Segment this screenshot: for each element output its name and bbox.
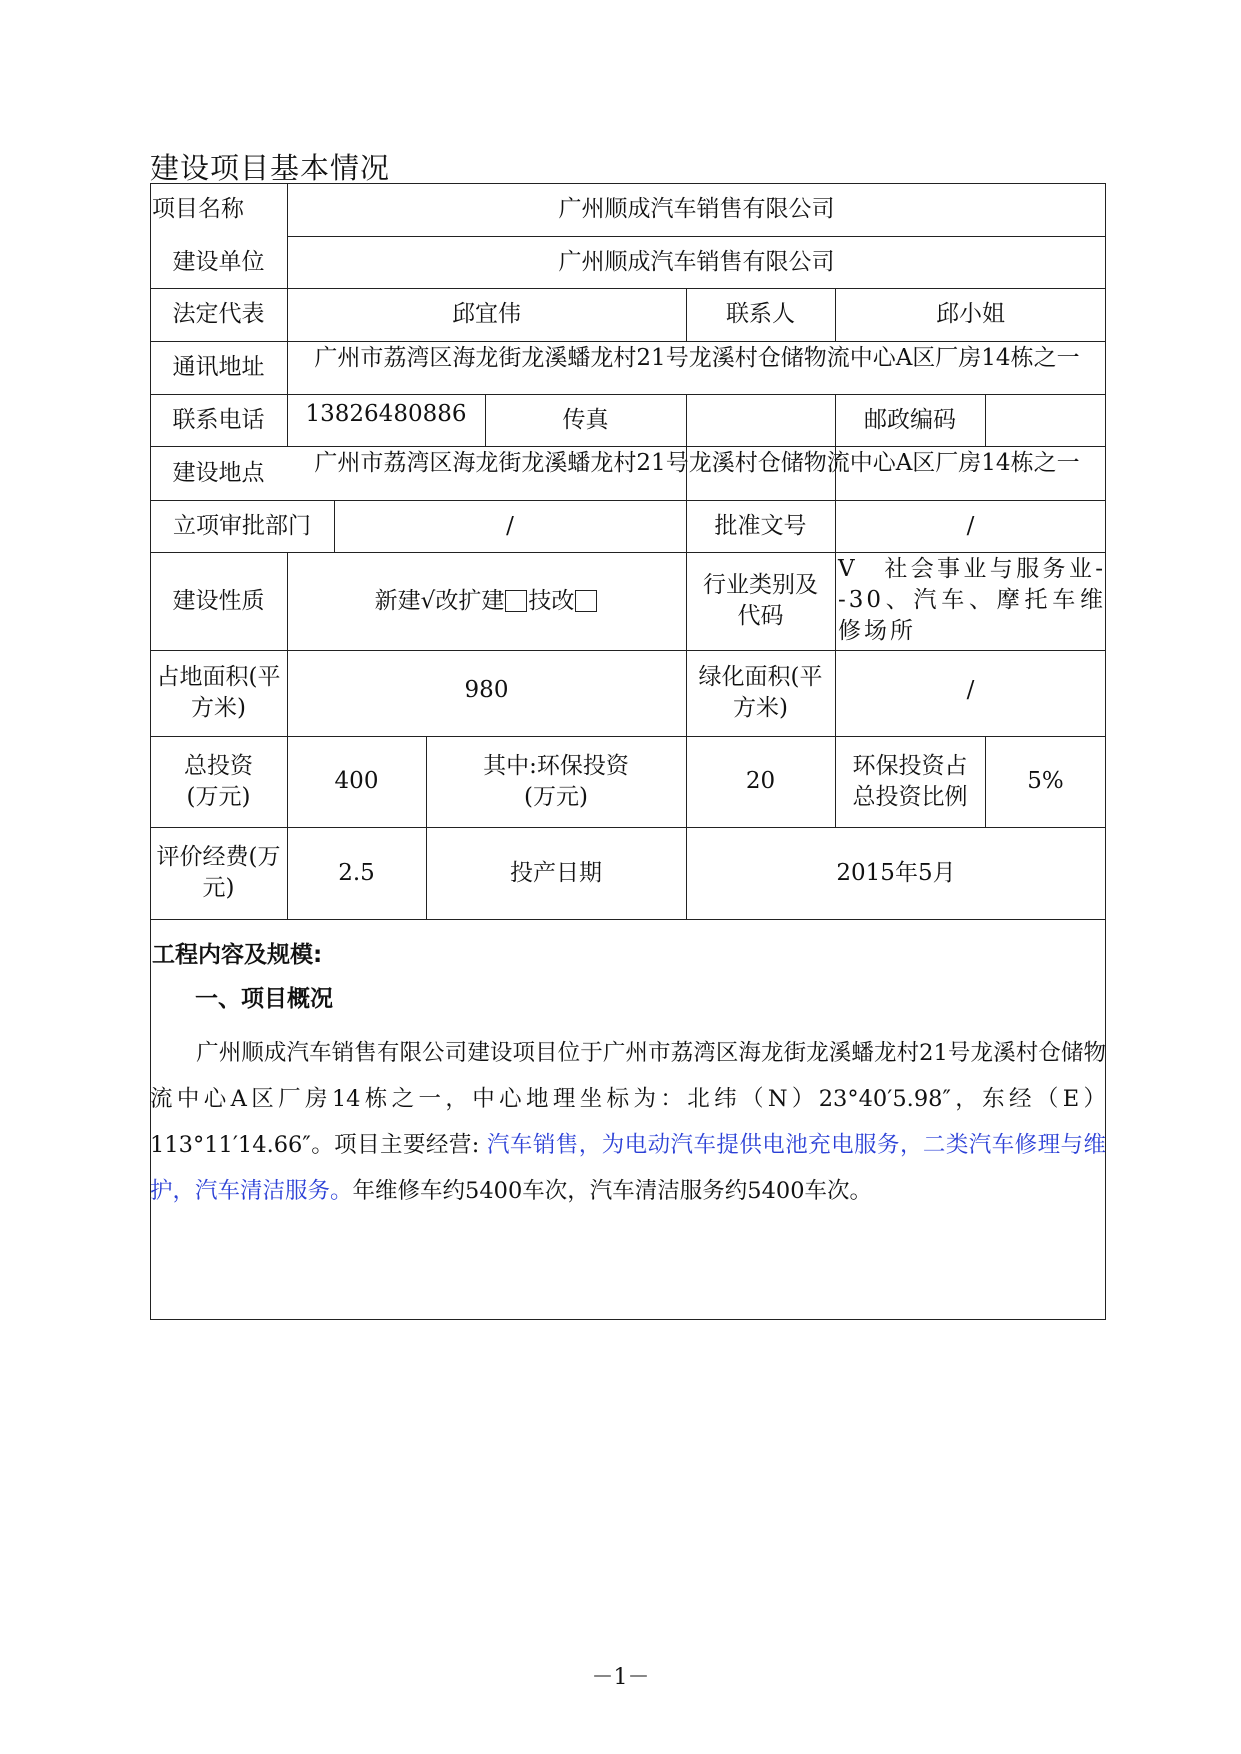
eval-fee-label: 评价经费(万元) <box>156 844 281 901</box>
project-name-value: 广州顺成汽车销售有限公司 <box>558 196 835 222</box>
approval-no-value: / <box>966 512 975 539</box>
approval-dept-label: 立项审批部门 <box>173 512 311 539</box>
phone-value: 13826480886 <box>305 400 467 427</box>
business-scope-text: 汽车销售，为电动汽车提供电池充电服务，二类汽车修理与维护，汽车清洁服务。 <box>150 1132 1106 1204</box>
industry-label: 行业类别及代码 <box>703 572 818 629</box>
nature-new: 新建√ <box>374 587 436 614</box>
site-value: 广州市荔湾区海龙街龙溪蟠龙村21号龙溪村仓储物流中心A区厂房14栋之一 <box>314 450 1080 476</box>
overview-paragraph <box>150 1030 1106 1214</box>
legal-rep-value: 邱宜伟 <box>452 301 521 327</box>
overview-heading: 一、项目概况 <box>195 986 333 1012</box>
env-ratio-value: 5% <box>1027 768 1064 794</box>
env-invest-value: 20 <box>745 768 776 794</box>
nature-label: 建设性质 <box>172 587 265 614</box>
legal-rep-label: 法定代表 <box>172 301 265 327</box>
content-heading: 工程内容及规模: <box>152 942 323 968</box>
fax-value <box>686 394 835 446</box>
approval-dept-value: / <box>506 512 514 539</box>
approval-no-label: 批准文号 <box>714 512 807 539</box>
total-invest-label: 总投资(万元) <box>184 752 253 810</box>
nature-expand: 改扩建 <box>435 587 505 614</box>
project-name-label: 项目名称 <box>152 196 244 222</box>
postcode-label: 邮政编码 <box>864 406 956 433</box>
phone-label: 联系电话 <box>172 406 265 433</box>
env-invest-label: 其中:环保投资(万元) <box>483 752 629 810</box>
row-divider <box>150 919 1106 920</box>
overview-text-1: 广州顺成汽车销售有限公司建设项目位于广州市荔湾区海龙街龙溪蟠龙村21号龙溪村仓储物流中心A区厂房14栋之一，中心地理坐标为：北纬（N）23°40′5.98″，东经（E）113°11′14.66″。项目主要经营: <box>150 1040 1106 1158</box>
expand-checkbox[interactable] <box>505 590 527 612</box>
mail-address-label: 通讯地址 <box>172 354 265 380</box>
overview-text-2: 年维修车约5400车次，汽车清洁服务约5400车次。 <box>352 1178 873 1204</box>
nature-tech: 技改 <box>528 587 575 614</box>
site-label: 建设地点 <box>172 459 265 486</box>
page-title: 建设项目基本情况 <box>150 151 391 185</box>
page-number: －1－ <box>591 1665 650 1690</box>
land-area-value: 980 <box>464 676 509 703</box>
contact-value: 邱小姐 <box>936 301 1005 327</box>
green-area-value: / <box>966 676 975 703</box>
fax-label: 传真 <box>562 406 609 433</box>
tech-checkbox[interactable] <box>575 590 597 612</box>
green-area-label: 绿化面积(平方米) <box>698 664 823 721</box>
env-ratio-label: 环保投资占总投资比例 <box>852 752 968 810</box>
contact-label: 联系人 <box>726 301 795 327</box>
start-date-value: 2015年5月 <box>836 859 956 886</box>
mail-address-value: 广州市荔湾区海龙街龙溪蟠龙村21号龙溪村仓储物流中心A区厂房14栋之一 <box>314 345 1080 371</box>
postcode-value <box>985 394 1106 446</box>
construction-unit-value: 广州顺成汽车销售有限公司 <box>558 248 835 275</box>
nature-value <box>287 552 686 650</box>
total-invest-value: 400 <box>334 768 379 794</box>
industry-value: V 社会事业与服务业--30、汽车、摩托车维修场所 <box>838 556 1106 644</box>
start-date-label: 投产日期 <box>510 859 602 886</box>
construction-unit-label: 建设单位 <box>172 248 265 275</box>
land-area-label: 占地面积(平方米) <box>156 664 281 721</box>
eval-fee-value: 2.5 <box>338 859 375 886</box>
